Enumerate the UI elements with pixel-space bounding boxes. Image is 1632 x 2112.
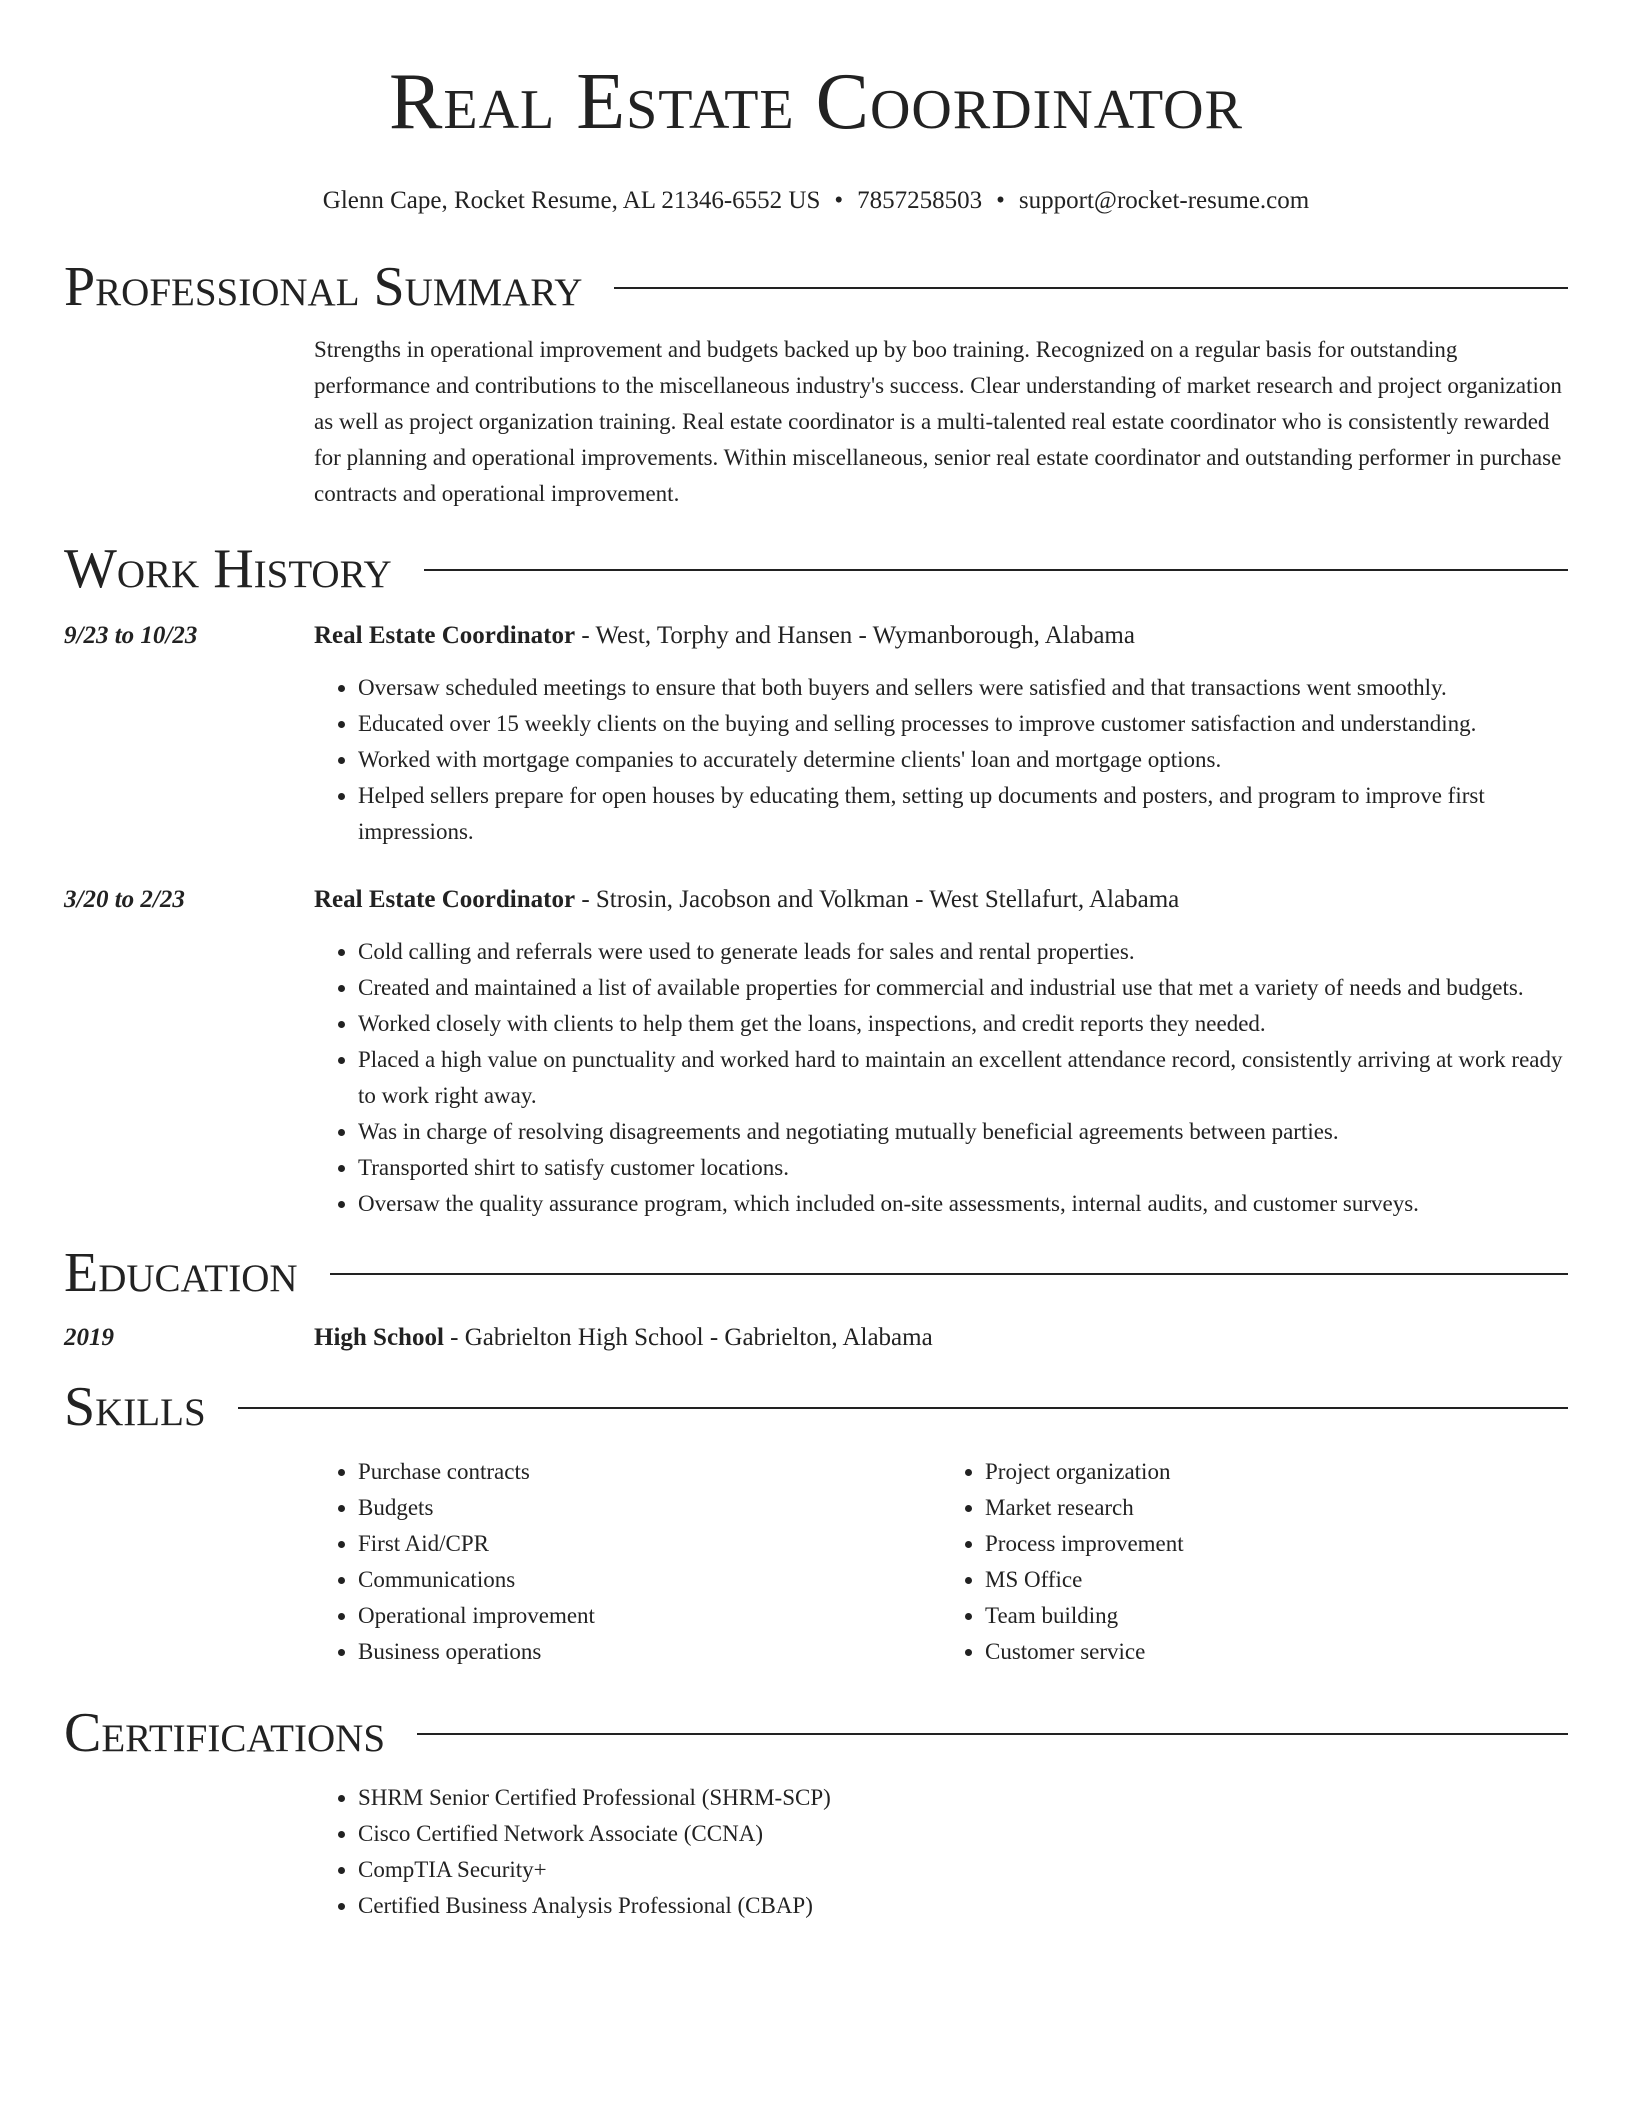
section-divider bbox=[417, 1733, 1568, 1735]
certification-item: • Cisco Certified Network Associate (CCNA) bbox=[358, 1816, 1568, 1852]
section-title-education: Education bbox=[64, 1242, 298, 1304]
education-year: 2019 bbox=[64, 1324, 114, 1351]
certifications-list bbox=[314, 1780, 1568, 1924]
skill-item: • Business operations bbox=[358, 1634, 941, 1670]
job-role: Real Estate Coordinator bbox=[314, 622, 576, 649]
section-title-certifications: Certifications bbox=[64, 1702, 386, 1764]
summary-text: Strengths in operational improvement and budgets backed up by boo training. Recognized on a regular basis for outstanding performance and contributions to the miscellaneous industry's success. Clear understanding of market research and project organization as well as project organization training. Real estate coordinator is a multi-talented real estate coordinator who is consistently rewarded for planning and operational improvements. Within miscellaneous, senior real estate coordinator and outstanding performer in purchase contracts and operational improvement. bbox=[314, 337, 1562, 506]
section-title-work: Work History bbox=[64, 538, 392, 600]
job-dates: 3/20 to 2/23 bbox=[64, 886, 185, 913]
contact-address: Glenn Cape, Rocket Resume, AL 21346-6552 US bbox=[322, 187, 821, 214]
job-dates: 9/23 to 10/23 bbox=[64, 622, 198, 649]
contact-separator: • bbox=[834, 187, 844, 214]
job-role: Real Estate Coordinator bbox=[314, 886, 576, 913]
skill-item: • MS Office bbox=[985, 1562, 1568, 1598]
list-item: • Oversaw scheduled meetings to ensure that both buyers and sellers were satisfied and that transactions went smoothly. bbox=[358, 670, 1568, 706]
job-bullets bbox=[314, 934, 1568, 1222]
education-section bbox=[64, 1240, 1568, 1356]
list-item: • Worked closely with clients to help them get the loans, inspections, and credit reports they needed. bbox=[358, 1006, 1568, 1042]
section-divider bbox=[238, 1407, 1568, 1409]
skill-item: • Team building bbox=[985, 1598, 1568, 1634]
section-divider bbox=[614, 287, 1568, 289]
certification-item: • Certified Business Analysis Professional (CBAP) bbox=[358, 1888, 1568, 1924]
list-item: • Created and maintained a list of available properties for commercial and industrial use that met a variety of needs and budgets. bbox=[358, 970, 1568, 1006]
list-item: • Oversaw the quality assurance program, which included on-site assessments, internal audits, and customer surveys. bbox=[358, 1186, 1568, 1222]
skills-column-left bbox=[314, 1454, 941, 1670]
section-header bbox=[64, 1700, 1568, 1766]
skill-item: • Communications bbox=[358, 1562, 941, 1598]
contact-phone: 7857258503 bbox=[857, 187, 983, 214]
education-degree: High School bbox=[314, 1324, 444, 1351]
resume-title: Real Estate Coordinator bbox=[389, 58, 1243, 146]
section-header bbox=[64, 254, 1568, 320]
list-item: • Helped sellers prepare for open houses by educating them, setting up documents and posters, and program to improve first impressions. bbox=[358, 778, 1568, 850]
section-title-summary: Professional Summary bbox=[64, 256, 583, 318]
work-history-section bbox=[64, 536, 1568, 1222]
skills-list bbox=[314, 1454, 1568, 1670]
education-details: - Gabrielton High School - Gabrielton, Alabama bbox=[443, 1324, 933, 1351]
skill-item: • Process improvement bbox=[985, 1526, 1568, 1562]
skills-section bbox=[64, 1374, 1568, 1670]
contact-line bbox=[64, 186, 1568, 216]
job-bullets bbox=[314, 670, 1568, 850]
list-item: • Cold calling and referrals were used to generate leads for sales and rental properties. bbox=[358, 934, 1568, 970]
list-item: • Transported shirt to satisfy customer locations. bbox=[358, 1150, 1568, 1186]
job-details: - Strosin, Jacobson and Volkman - West Stellafurt, Alabama bbox=[575, 886, 1180, 913]
skill-item: • Customer service bbox=[985, 1634, 1568, 1670]
list-item: • Educated over 15 weekly clients on the buying and selling processes to improve customer satisfaction and understanding. bbox=[358, 706, 1568, 742]
list-item: • Was in charge of resolving disagreements and negotiating mutually beneficial agreements between parties. bbox=[358, 1114, 1568, 1150]
list-item: • Worked with mortgage companies to accurately determine clients' loan and mortgage options. bbox=[358, 742, 1568, 778]
contact-separator: • bbox=[996, 187, 1005, 214]
job-heading bbox=[314, 882, 1179, 918]
skill-item: • First Aid/CPR bbox=[358, 1526, 941, 1562]
summary-section bbox=[64, 254, 1568, 512]
skill-item: • Operational improvement bbox=[358, 1598, 941, 1634]
certifications-section bbox=[64, 1700, 1568, 1924]
skill-item: • Market research bbox=[985, 1490, 1568, 1526]
section-header bbox=[64, 536, 1568, 602]
job-entry bbox=[64, 882, 1568, 1222]
section-divider bbox=[424, 569, 1568, 571]
contact-email: support@rocket-resume.com bbox=[1018, 187, 1310, 214]
certification-item: • SHRM Senior Certified Professional (SHRM-SCP) bbox=[358, 1780, 1568, 1816]
skills-column-right bbox=[941, 1454, 1568, 1670]
section-header bbox=[64, 1374, 1568, 1440]
skill-item: • Budgets bbox=[358, 1490, 941, 1526]
job-heading bbox=[314, 618, 1135, 654]
job-entry bbox=[64, 618, 1568, 850]
education-heading bbox=[314, 1320, 933, 1356]
job-details: - West, Torphy and Hansen - Wymanborough, Alabama bbox=[575, 622, 1135, 649]
section-divider bbox=[330, 1273, 1568, 1275]
education-entry bbox=[64, 1320, 1568, 1356]
section-title-skills: Skills bbox=[64, 1376, 206, 1438]
certification-item: • CompTIA Security+ bbox=[358, 1852, 1568, 1888]
skill-item: • Project organization bbox=[985, 1454, 1568, 1490]
section-header bbox=[64, 1240, 1568, 1306]
skill-item: • Purchase contracts bbox=[358, 1454, 941, 1490]
list-item: • Placed a high value on punctuality and worked hard to maintain an excellent attendance record, consistently arriving at work ready to work right away. bbox=[358, 1042, 1568, 1114]
